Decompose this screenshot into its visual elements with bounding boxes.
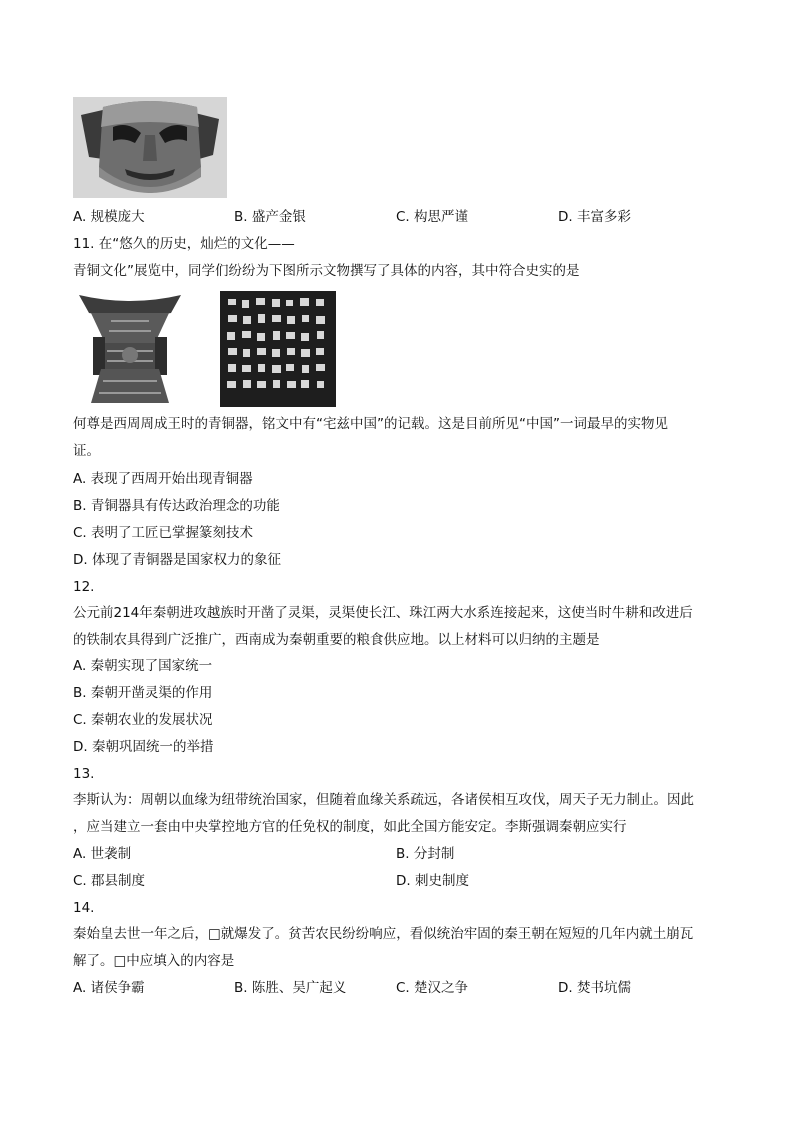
inscription-rubbing-photo xyxy=(220,291,336,407)
q12-option-b: B. 秦朝开凿灵渠的作用 xyxy=(73,685,213,701)
q14-option-b: B. 陈胜、吴广起义 xyxy=(234,980,347,996)
q13-option-d: D. 刺史制度 xyxy=(396,873,469,889)
q11-description-line1: 何尊是西周周成王时的青铜器，铭文中有“宅兹中国”的记载。这是目前所见“中国”一词最早的实物见 xyxy=(73,416,668,432)
q10-option-a: A. 规模庞大 xyxy=(73,209,145,225)
q14-number: 14. xyxy=(73,900,95,916)
q11-stem-line1: 11. 在“悠久的历史，灿烂的文化—— xyxy=(73,236,295,252)
q14-option-c: C. 楚汉之争 xyxy=(396,980,469,996)
q10-option-d: D. 丰富多彩 xyxy=(558,209,631,225)
q12-option-d: D. 秦朝巩固统一的举措 xyxy=(73,739,214,755)
he-zun-bronze-photo xyxy=(75,291,185,407)
q12-option-a: A. 秦朝实现了国家统一 xyxy=(73,658,213,674)
q11-option-a: A. 表现了西周开始出现青铜器 xyxy=(73,471,253,487)
q13-option-b: B. 分封制 xyxy=(396,846,455,862)
q11-option-d: D. 体现了青铜器是国家权力的象征 xyxy=(73,552,281,568)
q10-option-b: B. 盛产金银 xyxy=(234,209,306,225)
q12-stem-line2: 的铁制农具得到广泛推广，西南成为秦朝重要的粮食供应地。以上材料可以归纳的主题是 xyxy=(73,632,600,648)
q13-number: 13. xyxy=(73,766,95,782)
q10-option-c: C. 构思严谨 xyxy=(396,209,469,225)
q14-option-a: A. 诸侯争霸 xyxy=(73,980,145,996)
q12-stem-line1: 公元前214年秦朝进攻越族时开凿了灵渠，灵渠使长江、珠江两大水系连接起来，这使当时牛耕和改进后 xyxy=(73,605,693,621)
q14-stem-line1: 秦始皇去世一年之后，□就爆发了。贫苦农民纷纷响应，看似统治牢固的秦王朝在短短的几年内就土崩瓦 xyxy=(73,926,694,942)
q13-option-c: C. 郡县制度 xyxy=(73,873,146,889)
q14-stem-line2: 解了。□中应填入的内容是 xyxy=(73,953,235,969)
q12-number: 12. xyxy=(73,579,95,595)
q11-description-line2: 证。 xyxy=(73,443,100,459)
q11-stem-line2: 青铜文化”展览中，同学们纷纷为下图所示文物撰写了具体的内容，其中符合史实的是 xyxy=(73,263,580,279)
q13-option-a: A. 世袭制 xyxy=(73,846,132,862)
q13-stem-line1: 李斯认为：周朝以血缘为纽带统治国家，但随着血缘关系疏远，各诸侯相互攻伐，周天子无力制止。因此 xyxy=(73,792,694,808)
q13-stem-line2: ，应当建立一套由中央掌控地方官的任免权的制度，如此全国方能安定。李斯强调秦朝应实行 xyxy=(73,819,627,835)
q14-option-d: D. 焚书坑儒 xyxy=(558,980,631,996)
bronze-mask-photo xyxy=(73,97,227,198)
q12-option-c: C. 秦朝农业的发展状况 xyxy=(73,712,213,728)
q11-option-b: B. 青铜器具有传达政治理念的功能 xyxy=(73,498,280,514)
q11-option-c: C. 表明了工匠已掌握篆刻技术 xyxy=(73,525,254,541)
